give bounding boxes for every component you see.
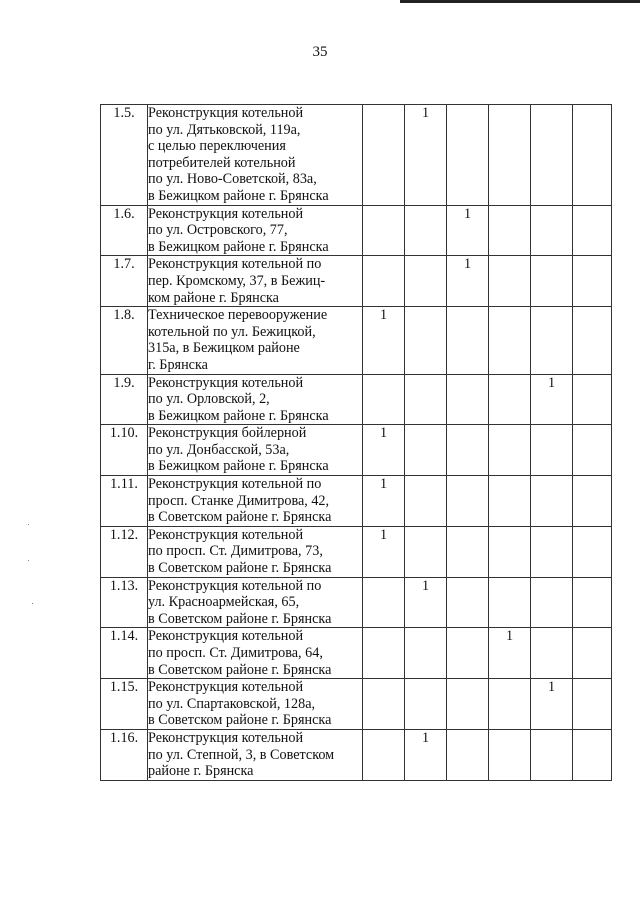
- empty-cell: [489, 105, 531, 206]
- top-edge-rule: [400, 0, 640, 3]
- empty-cell: [405, 526, 447, 577]
- item-description: [148, 729, 363, 780]
- empty-cell: [531, 628, 573, 679]
- mark-cell: 1: [531, 374, 573, 425]
- item-number: 1.6.: [101, 205, 148, 256]
- item-number: 1.14.: [101, 628, 148, 679]
- table-row: [101, 105, 612, 206]
- empty-cell: [573, 105, 612, 206]
- description-line: районе г. Брянска: [148, 763, 254, 780]
- empty-cell: [363, 729, 405, 780]
- item-number: 1.7.: [101, 256, 148, 307]
- table-row: [101, 729, 612, 780]
- empty-cell: [405, 307, 447, 374]
- scan-speck: [32, 603, 33, 604]
- description-line: в Советском районе г. Брянска: [148, 509, 332, 526]
- description-line: в Советском районе г. Брянска: [148, 610, 332, 627]
- empty-cell: [363, 374, 405, 425]
- item-number: 1.8.: [101, 307, 148, 374]
- empty-cell: [363, 628, 405, 679]
- table-row: [101, 256, 612, 307]
- mark-cell: 1: [363, 307, 405, 374]
- empty-cell: [573, 307, 612, 374]
- description-line: с целью переключения: [148, 138, 286, 155]
- mark-cell: 1: [405, 105, 447, 206]
- mark-cell: 1: [447, 256, 489, 307]
- table-row: [101, 577, 612, 628]
- item-number: 1.11.: [101, 476, 148, 527]
- description-line: г. Брянска: [148, 356, 208, 373]
- item-description: [148, 526, 363, 577]
- empty-cell: [447, 307, 489, 374]
- description-line: в Бежицком районе г. Брянска: [148, 458, 329, 475]
- mark-cell: 1: [447, 205, 489, 256]
- description-line: Реконструкция котельной: [148, 526, 304, 543]
- description-line: в Советском районе г. Брянска: [148, 560, 332, 577]
- table-row: [101, 526, 612, 577]
- item-number: 1.9.: [101, 374, 148, 425]
- empty-cell: [447, 628, 489, 679]
- empty-cell: [531, 526, 573, 577]
- item-description: [148, 374, 363, 425]
- empty-cell: [447, 577, 489, 628]
- description-line: пер. Кромскому, 37, в Бежиц-: [148, 272, 326, 289]
- empty-cell: [489, 425, 531, 476]
- empty-cell: [405, 679, 447, 730]
- description-line: по просп. Ст. Димитрова, 64,: [148, 645, 323, 661]
- mark-cell: 1: [489, 628, 531, 679]
- empty-cell: [363, 205, 405, 256]
- mark-cell: 1: [405, 577, 447, 628]
- empty-cell: [489, 256, 531, 307]
- empty-cell: [531, 425, 573, 476]
- item-description: [148, 679, 363, 730]
- empty-cell: [531, 307, 573, 374]
- empty-cell: [405, 205, 447, 256]
- empty-cell: [573, 628, 612, 679]
- description-line: Реконструкция бойлерной: [148, 425, 307, 442]
- table-row: [101, 307, 612, 374]
- table-row: [101, 205, 612, 256]
- empty-cell: [489, 374, 531, 425]
- empty-cell: [489, 679, 531, 730]
- description-line: по просп. Ст. Димитрова, 73,: [148, 543, 323, 560]
- description-line: просп. Станке Димитрова, 42,: [148, 492, 330, 509]
- empty-cell: [531, 205, 573, 256]
- empty-cell: [405, 425, 447, 476]
- table-body: [101, 105, 612, 781]
- empty-cell: [573, 679, 612, 730]
- empty-cell: [447, 105, 489, 206]
- empty-cell: [405, 374, 447, 425]
- empty-cell: [447, 374, 489, 425]
- empty-cell: [489, 307, 531, 374]
- empty-cell: [363, 679, 405, 730]
- table-row: [101, 679, 612, 730]
- item-description: [148, 425, 363, 476]
- empty-cell: [447, 729, 489, 780]
- description-line: по ул. Дятьковской, 119а,: [148, 121, 301, 138]
- empty-cell: [531, 476, 573, 527]
- description-line: Реконструкция котельной: [148, 205, 304, 222]
- empty-cell: [573, 526, 612, 577]
- item-number: 1.5.: [101, 105, 148, 206]
- mark-cell: 1: [405, 729, 447, 780]
- item-number: 1.15.: [101, 679, 148, 730]
- empty-cell: [573, 577, 612, 628]
- table-row: [101, 425, 612, 476]
- empty-cell: [363, 577, 405, 628]
- description-line: ком районе г. Брянска: [148, 289, 279, 306]
- empty-cell: [447, 476, 489, 527]
- empty-cell: [405, 256, 447, 307]
- description-line: по ул. Островского, 77,: [148, 222, 288, 239]
- table-row: [101, 374, 612, 425]
- description-line: в Бежицком районе г. Брянска: [148, 407, 329, 424]
- item-description: [148, 205, 363, 256]
- empty-cell: [363, 105, 405, 206]
- description-line: в Советском районе г. Брянска: [148, 661, 332, 678]
- description-line: Реконструкция котельной по: [148, 256, 322, 273]
- empty-cell: [489, 476, 531, 527]
- description-line: Реконструкция котельной: [148, 105, 304, 121]
- empty-cell: [531, 729, 573, 780]
- description-line: 315а, в Бежицком районе: [148, 340, 300, 357]
- description-line: в Бежицком районе г. Брянска: [148, 187, 329, 204]
- mark-cell: 1: [363, 476, 405, 527]
- scan-speck: [28, 560, 29, 561]
- empty-cell: [489, 577, 531, 628]
- description-line: потребителей котельной: [148, 154, 296, 171]
- item-number: 1.13.: [101, 577, 148, 628]
- description-line: котельной по ул. Бежицкой,: [148, 323, 316, 340]
- empty-cell: [573, 205, 612, 256]
- description-line: Реконструкция котельной по: [148, 476, 322, 493]
- item-description: [148, 577, 363, 628]
- empty-cell: [447, 526, 489, 577]
- empty-cell: [447, 679, 489, 730]
- empty-cell: [573, 476, 612, 527]
- item-description: [148, 628, 363, 679]
- item-number: 1.12.: [101, 526, 148, 577]
- page-number: 35: [312, 44, 328, 60]
- empty-cell: [573, 256, 612, 307]
- description-line: Реконструкция котельной: [148, 679, 304, 696]
- empty-cell: [489, 729, 531, 780]
- mark-cell: 1: [363, 526, 405, 577]
- empty-cell: [531, 577, 573, 628]
- item-description: [148, 256, 363, 307]
- empty-cell: [573, 729, 612, 780]
- scan-speck: [28, 524, 29, 525]
- measures-table: [100, 104, 612, 781]
- description-line: по ул. Спартаковской, 128а,: [148, 695, 316, 712]
- empty-cell: [363, 256, 405, 307]
- empty-cell: [405, 476, 447, 527]
- description-line: ул. Красноармейская, 65,: [148, 594, 300, 611]
- description-line: Реконструкция котельной: [148, 729, 304, 746]
- description-line: по ул. Орловской, 2,: [148, 391, 270, 408]
- item-number: 1.16.: [101, 729, 148, 780]
- empty-cell: [405, 628, 447, 679]
- mark-cell: 1: [363, 425, 405, 476]
- description-line: по ул. Донбасской, 53а,: [148, 441, 290, 458]
- description-line: Техническое перевооружение: [148, 307, 328, 324]
- item-number: 1.10.: [101, 425, 148, 476]
- item-description: [148, 307, 363, 374]
- table-row: [101, 628, 612, 679]
- empty-cell: [489, 526, 531, 577]
- description-line: по ул. Ново-Советской, 83а,: [148, 171, 317, 188]
- description-line: в Бежицком районе г. Брянска: [148, 238, 329, 255]
- empty-cell: [573, 425, 612, 476]
- item-description: [148, 105, 363, 206]
- table-row: [101, 476, 612, 527]
- empty-cell: [531, 256, 573, 307]
- description-line: Реконструкция котельной: [148, 628, 304, 645]
- empty-cell: [489, 205, 531, 256]
- item-description: [148, 476, 363, 527]
- description-line: в Советском районе г. Брянска: [148, 712, 332, 729]
- mark-cell: 1: [531, 679, 573, 730]
- empty-cell: [447, 425, 489, 476]
- description-line: Реконструкция котельной: [148, 374, 304, 391]
- description-line: по ул. Степной, 3, в Советском: [148, 746, 335, 763]
- empty-cell: [531, 105, 573, 206]
- empty-cell: [573, 374, 612, 425]
- description-line: Реконструкция котельной по: [148, 577, 322, 594]
